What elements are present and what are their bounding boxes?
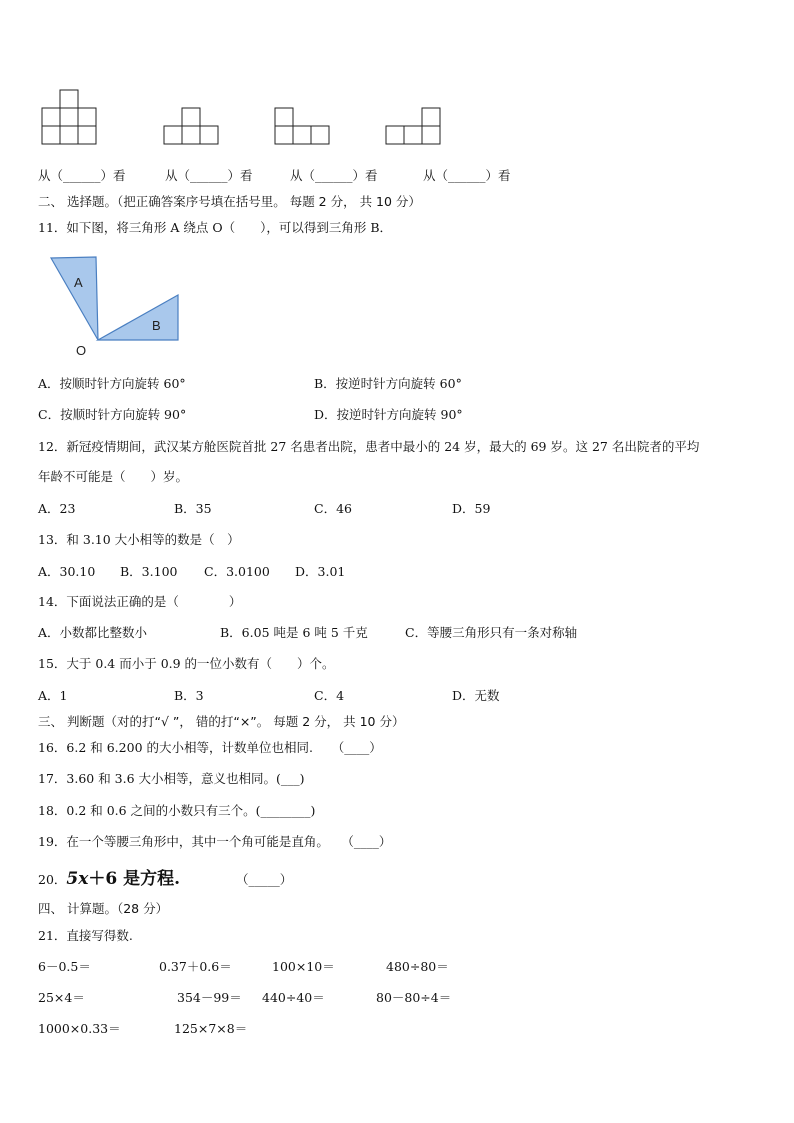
calc-item: 25×4＝ <box>38 990 85 1005</box>
q20-blank[interactable]: （_____） <box>236 872 293 887</box>
section-4-heading: 四、 计算题。（28 分） <box>38 901 169 916</box>
q13-option-b[interactable]: B．3.100 <box>120 564 178 579</box>
rotation-figure <box>44 254 184 364</box>
q12-option-d[interactable]: D．59 <box>452 501 491 516</box>
view-figure-2 <box>162 106 222 146</box>
q18-statement: 18．0.2 和 0.6 之间的小数只有三个。(________) <box>38 803 316 818</box>
calc-item: 125×7×8＝ <box>174 1021 248 1036</box>
calc-item: 100×10＝ <box>272 959 335 974</box>
calc-item: 354－99＝ <box>177 990 242 1005</box>
view-label-3: 从（______）看 <box>290 168 378 183</box>
view-label-1: 从（______）看 <box>38 168 126 183</box>
calc-item: 440÷40＝ <box>262 990 325 1005</box>
q14-stem: 14．下面说法正确的是（ ） <box>38 594 242 609</box>
view-label-2: 从（______）看 <box>165 168 253 183</box>
q16-statement: 16．6.2 和 6.200 的大小相等，计数单位也相同. （____） <box>38 740 382 755</box>
q13-option-c[interactable]: C．3.0100 <box>204 564 270 579</box>
calc-item: 1000×0.33＝ <box>38 1021 121 1036</box>
q20-expr-rest: ＋6 是方程. <box>88 869 181 889</box>
triangle-a <box>51 257 98 340</box>
calc-item: 80－80÷4＝ <box>376 990 452 1005</box>
q21-stem: 21．直接写得数. <box>38 928 133 943</box>
view-figure-1 <box>40 88 100 146</box>
calc-item: 6－0.5＝ <box>38 959 91 974</box>
q13-option-a[interactable]: A．30.10 <box>38 564 96 579</box>
q20-expr-var: 5x <box>66 869 89 889</box>
label-a: A <box>74 275 83 290</box>
section-2-heading: 二、 选择题。（把正确答案序号填在括号里。 每题 2 分， 共 10 分） <box>38 194 421 209</box>
calc-item: 0.37＋0.6＝ <box>159 959 232 974</box>
q12-option-a[interactable]: A．23 <box>38 501 76 516</box>
q15-option-c[interactable]: C．4 <box>314 688 345 703</box>
q11-option-b[interactable]: B．按逆时针方向旋转 60° <box>314 376 462 391</box>
q15-option-b[interactable]: B．3 <box>174 688 204 703</box>
q12-stem-line1: 12．新冠疫情期间，武汉某方舱医院首批 27 名患者出院，患者中最小的 24 岁，最大的 69 岁。这 27 名出院者的平均 <box>38 439 700 454</box>
q13-option-d[interactable]: D．3.01 <box>295 564 346 579</box>
q20-statement <box>38 864 292 889</box>
q11-stem: 11．如下图，将三角形 A 绕点 O（ ），可以得到三角形 B． <box>38 220 393 235</box>
section-3-heading: 三、 判断题（对的打“√ ”， 错的打“×”。 每题 2 分， 共 10 分） <box>38 714 405 729</box>
q11-option-c[interactable]: C．按顺时针方向旋转 90° <box>38 407 187 422</box>
calc-item: 480÷80＝ <box>386 959 449 974</box>
triangle-b <box>98 295 178 340</box>
q15-stem: 15．大于 0.4 而小于 0.9 的一位小数有（ ）个。 <box>38 656 335 671</box>
label-o: O <box>76 343 87 358</box>
q17-statement: 17．3.60 和 3.6 大小相等，意义也相同。(___) <box>38 771 305 786</box>
view-figure-3 <box>273 106 333 146</box>
q12-option-c[interactable]: C．46 <box>314 501 352 516</box>
q13-stem: 13．和 3.10 大小相等的数是（ ） <box>38 532 240 547</box>
q12-option-b[interactable]: B．35 <box>174 501 212 516</box>
q19-statement: 19．在一个等腰三角形中，其中一个角可能是直角。 （____） <box>38 834 392 849</box>
q11-option-d[interactable]: D．按逆时针方向旋转 90° <box>314 407 463 422</box>
q20-number: 20． <box>38 872 67 887</box>
q14-option-c[interactable]: C．等腰三角形只有一条对称轴 <box>405 625 578 640</box>
label-b: B <box>152 318 161 333</box>
q15-option-a[interactable]: A．1 <box>38 688 68 703</box>
view-figure-4 <box>384 106 444 146</box>
view-label-4: 从（______）看 <box>423 168 511 183</box>
q14-option-b[interactable]: B．6.05 吨是 6 吨 5 千克 <box>220 625 368 640</box>
q12-stem-line2: 年龄不可能是（ ）岁。 <box>38 469 189 484</box>
q15-option-d[interactable]: D．无数 <box>452 688 500 703</box>
q14-option-a[interactable]: A．小数都比整数小 <box>38 625 148 640</box>
q11-option-a[interactable]: A．按顺时针方向旋转 60° <box>38 376 186 391</box>
